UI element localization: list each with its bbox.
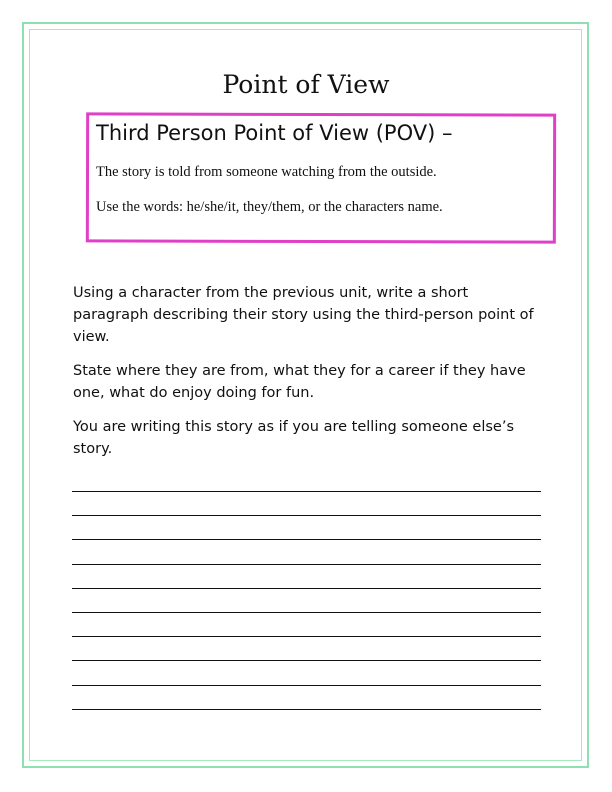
writing-line[interactable] bbox=[72, 588, 541, 612]
writing-line[interactable] bbox=[72, 564, 541, 588]
definition-heading: Third Person Point of View (POV) – bbox=[96, 121, 453, 145]
definition-line-1: The story is told from someone watching from the outside. bbox=[96, 164, 437, 180]
definition-line-2: Use the words: he/she/it, they/them, or the characters name. bbox=[96, 199, 443, 215]
writing-area[interactable] bbox=[72, 491, 541, 733]
instruction-paragraph-3: You are writing this story as if you are telling someone else’s story. bbox=[73, 419, 515, 457]
instruction-paragraph-2: State where they are from, what they for a career if they have one, what do enjoy doing for fun. bbox=[73, 363, 526, 401]
instructions bbox=[73, 282, 543, 472]
writing-line[interactable] bbox=[72, 612, 541, 636]
writing-line[interactable] bbox=[72, 685, 541, 709]
writing-line[interactable] bbox=[72, 515, 541, 539]
writing-line[interactable] bbox=[72, 660, 541, 684]
writing-line[interactable] bbox=[72, 709, 541, 733]
writing-line[interactable] bbox=[72, 491, 541, 515]
instruction-paragraph-1: Using a character from the previous unit, write a short paragraph describing their story using the third-person point of view. bbox=[73, 285, 534, 345]
writing-line[interactable] bbox=[72, 539, 541, 563]
page-title: Point of View bbox=[222, 70, 390, 99]
writing-line[interactable] bbox=[72, 636, 541, 660]
